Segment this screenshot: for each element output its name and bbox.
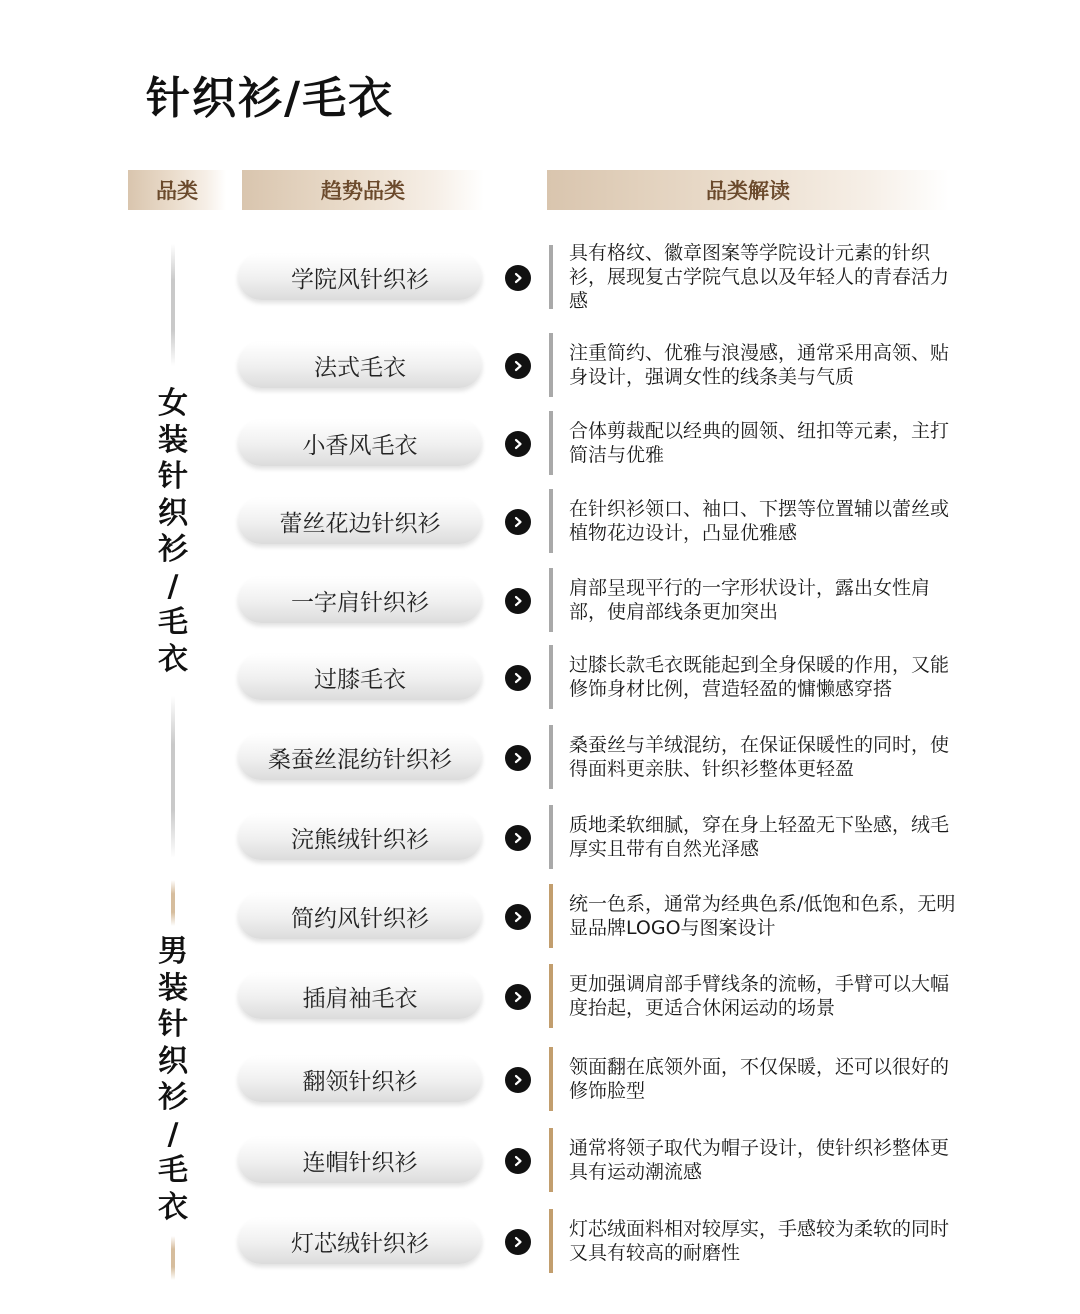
page-title: 针织衫/毛衣	[146, 73, 395, 124]
description-accent-bar	[549, 411, 553, 475]
chevron-right-icon	[505, 431, 531, 457]
category-row	[0, 1121, 1080, 1199]
trend-category-label: 一字肩针织衫	[238, 577, 482, 623]
category-row	[0, 957, 1080, 1035]
trend-category-label: 连帽针织衫	[238, 1137, 482, 1183]
women-group-label: 女 装 针 织 衫 / 毛 衣	[158, 386, 188, 677]
category-description: 通常将领子取代为帽子设计，使针织衫整体更具有运动潮流感	[569, 1137, 950, 1183]
category-description: 桑蚕丝与羊绒混纺，在保证保暖性的同时，使得面料更亲肤、针织衫整体更轻盈	[569, 734, 950, 780]
trend-category-label: 蕾丝花边针织衫	[238, 498, 482, 544]
men-group-label: 男 装 针 织 衫 / 毛 衣	[158, 934, 188, 1225]
description-accent-bar	[549, 805, 553, 869]
chevron-right-icon	[505, 509, 531, 535]
description-accent-bar	[549, 1128, 553, 1192]
category-description: 更加强调肩部手臂线条的流畅，手臂可以大幅度抬起，更适合休闲运动的场景	[569, 973, 950, 1019]
description-accent-bar	[549, 1209, 553, 1273]
category-row	[0, 1202, 1080, 1280]
header-category: 品类	[128, 170, 226, 210]
description-accent-bar	[549, 645, 553, 709]
chevron-right-icon	[505, 825, 531, 851]
description-accent-bar	[549, 725, 553, 789]
description-accent-bar	[549, 245, 553, 309]
category-description: 在针织衫领口、袖口、下摆等位置辅以蕾丝或植物花边设计，凸显优雅感	[569, 498, 950, 544]
category-row	[0, 798, 1080, 876]
category-description: 合体剪裁配以经典的圆领、纽扣等元素，主打简洁与优雅	[569, 420, 950, 466]
category-description: 肩部呈现平行的一字形状设计，露出女性肩部，使肩部线条更加突出	[569, 577, 931, 623]
chevron-right-icon	[505, 1067, 531, 1093]
chevron-right-icon	[505, 265, 531, 291]
category-row	[0, 238, 1080, 316]
description-accent-bar	[549, 333, 553, 397]
chevron-right-icon	[505, 984, 531, 1010]
category-description: 过膝长款毛衣既能起到全身保暖的作用，又能修饰身材比例，营造轻盈的慵懒感穿搭	[569, 654, 950, 700]
category-row	[0, 326, 1080, 404]
category-description: 具有格纹、徽章图案等学院设计元素的针织衫，展现复古学院气息以及年轻人的青春活力感	[569, 242, 950, 312]
trend-category-label: 简约风针织衫	[238, 893, 482, 939]
category-row	[0, 1040, 1080, 1118]
category-row	[0, 718, 1080, 796]
category-description: 灯芯绒面料相对较厚实，手感较为柔软的同时又具有较高的耐磨性	[569, 1218, 950, 1264]
category-row	[0, 404, 1080, 482]
trend-category-label: 小香风毛衣	[238, 420, 482, 466]
chevron-right-icon	[505, 665, 531, 691]
trend-category-label: 灯芯绒针织衫	[238, 1218, 482, 1264]
description-accent-bar	[549, 489, 553, 553]
chevron-right-icon	[505, 1229, 531, 1255]
header-trend: 趋势品类	[242, 170, 484, 210]
category-description: 统一色系，通常为经典色系/低饱和色系，无明显品牌LOGO与图案设计	[569, 893, 956, 939]
trend-category-label: 插肩袖毛衣	[238, 973, 482, 1019]
category-description: 注重简约、优雅与浪漫感，通常采用高领、贴身设计，强调女性的线条美与气质	[569, 342, 950, 388]
description-accent-bar	[549, 884, 553, 948]
category-row	[0, 561, 1080, 639]
chevron-right-icon	[505, 588, 531, 614]
trend-category-label: 过膝毛衣	[238, 654, 482, 700]
trend-category-label: 学院风针织衫	[238, 254, 482, 300]
trend-category-label: 法式毛衣	[238, 342, 482, 388]
category-description: 领面翻在底领外面，不仅保暖，还可以很好的修饰脸型	[569, 1056, 950, 1102]
chevron-right-icon	[505, 1148, 531, 1174]
category-description: 质地柔软细腻，穿在身上轻盈无下坠感，绒毛厚实且带有自然光泽感	[569, 814, 950, 860]
category-row	[0, 877, 1080, 955]
category-row	[0, 638, 1080, 716]
trend-category-label: 翻领针织衫	[238, 1056, 482, 1102]
chevron-right-icon	[505, 353, 531, 379]
category-row	[0, 482, 1080, 560]
header-interpretation: 品类解读	[547, 170, 949, 210]
description-accent-bar	[549, 568, 553, 632]
chevron-right-icon	[505, 745, 531, 771]
description-accent-bar	[549, 1047, 553, 1111]
trend-category-label: 桑蚕丝混纺针织衫	[238, 734, 482, 780]
chevron-right-icon	[505, 904, 531, 930]
description-accent-bar	[549, 964, 553, 1028]
trend-category-label: 浣熊绒针织衫	[238, 814, 482, 860]
